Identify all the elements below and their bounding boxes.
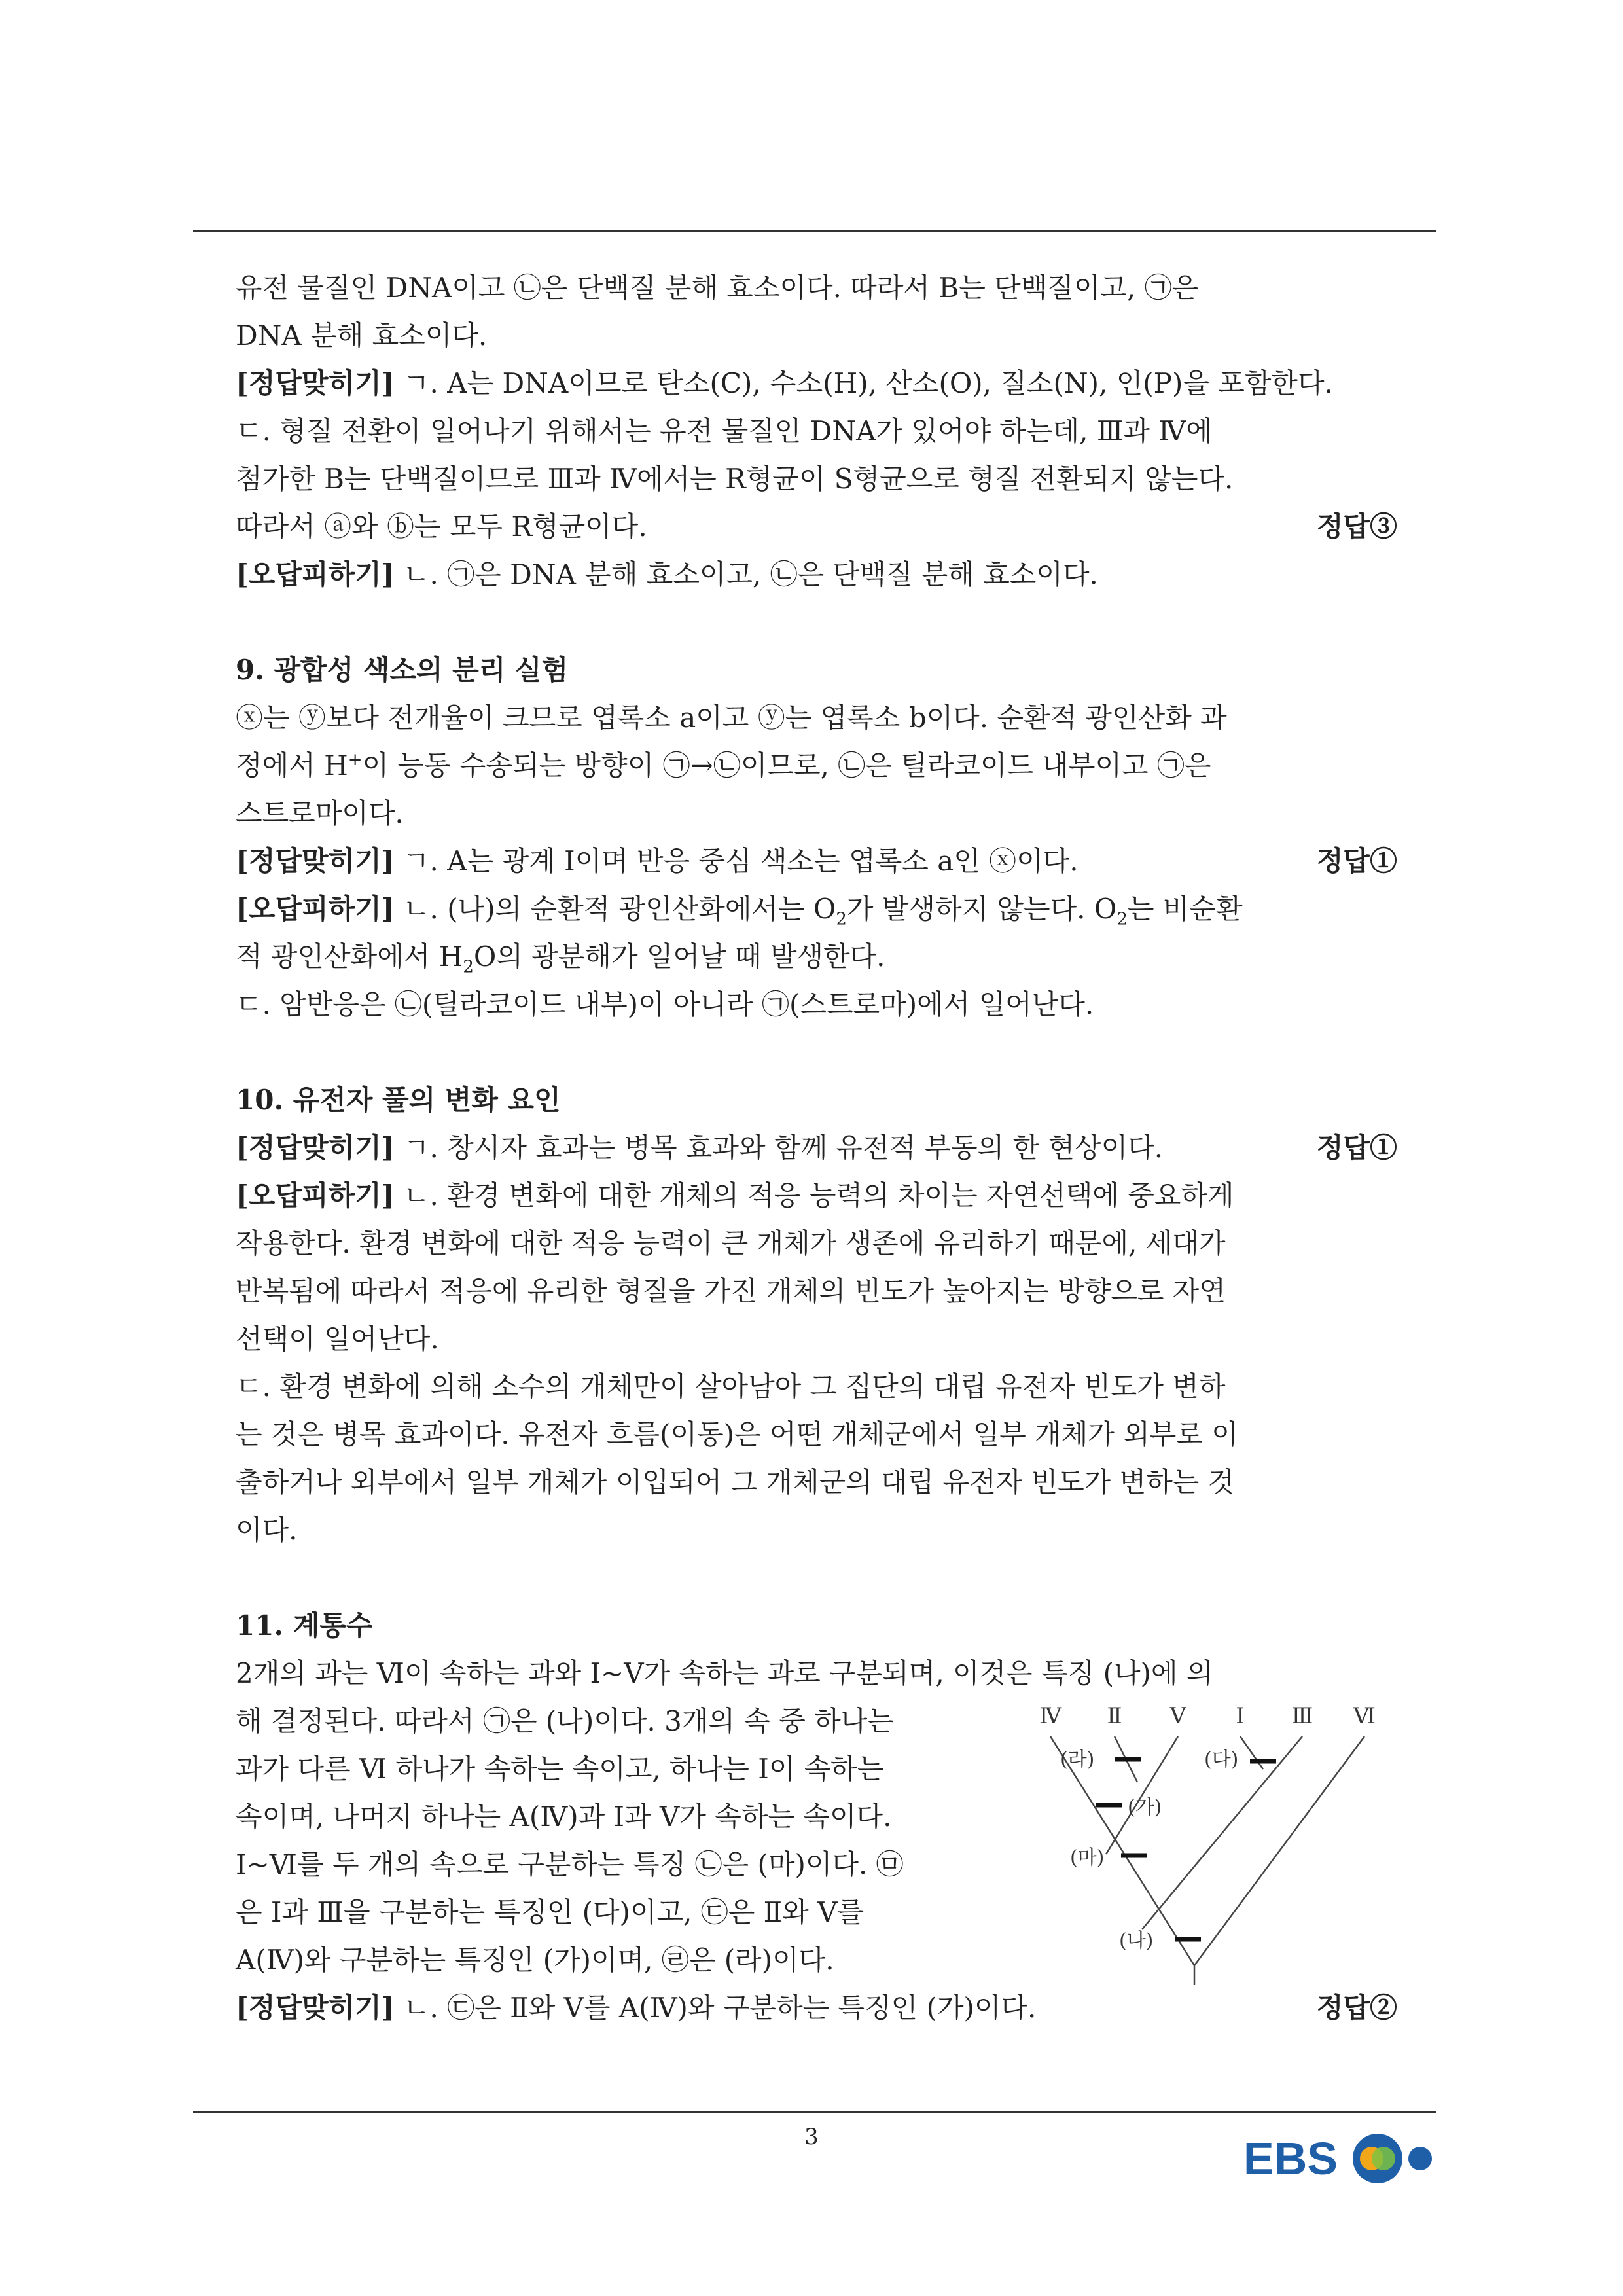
- page-number: 3: [804, 2124, 819, 2150]
- paragraph-line: ㄷ. 형질 전환이 일어나기 위해서는 유전 물질인 DNA가 있어야 하는데, Ⅲ과 Ⅳ에: [236, 415, 1213, 447]
- answer-label: 정답①: [1316, 845, 1397, 877]
- correct-tag: [정답맞히기]: [236, 845, 395, 877]
- paragraph-line: 작용한다. 환경 변화에 대한 적응 능력이 큰 개체가 생존에 유리하기 때문에, 세대가: [236, 1227, 1226, 1259]
- tree-branch: [1106, 1736, 1178, 1854]
- tree-branch: [1240, 1736, 1263, 1769]
- wrong-tag: [오답피하기]: [236, 558, 395, 590]
- logo-green-dot-icon: [1372, 2147, 1395, 2170]
- correct-tag: [정답맞히기]: [236, 1992, 395, 2024]
- paragraph-line: 첨가한 B는 단백질이므로 Ⅲ과 Ⅳ에서는 R형균이 S형균으로 형질 전환되지 않는다.: [236, 463, 1234, 495]
- phylogenetic-tree: [1031, 1697, 1397, 1985]
- correct-tag: [정답맞히기]: [236, 1132, 395, 1164]
- section-title: 11. 계통수: [236, 1609, 373, 1641]
- paragraph-line: 따라서 ⓐ와 ⓑ는 모두 R형균이다. 정답③: [236, 503, 1397, 550]
- paragraph-line: 반복됨에 따라서 적응에 유리한 형질을 가진 개체의 빈도가 높아지는 방향으로 자연: [236, 1275, 1226, 1307]
- paragraph-line: 적 광인산화에서 $H_2O$의 광분해가 일어날 때 발생한다.: [236, 941, 885, 977]
- correct-answer-explanation: [정답맞히기] ㄱ. A는 DNA이므로 탄소(C), 수소(H), 산소(O), 질소(N), 인(P)을 포함한다.: [236, 367, 1333, 399]
- trait-label: (마): [1070, 1846, 1105, 1869]
- section-title: 10. 유전자 풀의 변화 요인: [236, 1084, 561, 1116]
- paragraph-line: 유전 물질인 DNA이고 ㉡은 단백질 분해 효소이다. 따라서 B는 단백질이고, ㉠은: [236, 272, 1199, 304]
- paragraph-line: 과가 다른 Ⅵ 하나가 속하는 속이고, 하나는 Ⅰ이 속하는: [236, 1753, 884, 1785]
- paragraph-line: DNA 분해 효소이다.: [236, 319, 488, 351]
- leaf-label: Ⅴ: [1169, 1703, 1186, 1729]
- paragraph-line: 은 Ⅰ과 Ⅲ을 구분하는 특징인 (다)이고, ㉢은 Ⅱ와 Ⅴ를: [236, 1896, 865, 1928]
- wrong-answer-explanation: [오답피하기] ㄴ. (나)의 순환적 광인산화에서는 $O_2$가 발생하지 않는다. $O_2$는 비순환: [236, 893, 1243, 929]
- paragraph-line: ㄷ. 암반응은 ㉡(틸라코이드 내부)이 아니라 ㉠(스트로마)에서 일어난다.: [236, 988, 1094, 1020]
- trait-label: (다): [1204, 1748, 1239, 1771]
- leaf-label: Ⅳ: [1039, 1703, 1061, 1729]
- paragraph-line: A(Ⅳ)와 구분하는 특징인 (가)이며, ㉣은 (라)이다.: [236, 1944, 834, 1976]
- leaf-label: Ⅵ: [1353, 1703, 1376, 1729]
- paragraph-line: Ⅰ~Ⅵ를 두 개의 속으로 구분하는 특징 ㉡은 (마)이다. ㉤: [236, 1848, 904, 1880]
- wrong-tag: [오답피하기]: [236, 1179, 395, 1211]
- logo-blue-dot-icon: [1408, 2147, 1432, 2170]
- ebs-logo: [1243, 2127, 1459, 2186]
- answer-label: 정답③: [1316, 511, 1397, 543]
- logo-text: EBS: [1243, 2133, 1338, 2184]
- leaf-label: Ⅲ: [1291, 1703, 1313, 1729]
- paragraph-line: ⓧ는 ⓨ보다 전개율이 크므로 엽록소 a이고 ⓨ는 엽록소 b이다. 순환적 광인산화 과: [236, 702, 1227, 734]
- document-body: [236, 264, 1397, 2032]
- header-rule: [193, 230, 1436, 232]
- paragraph-line: 이다.: [236, 1514, 298, 1546]
- correct-answer-explanation: [정답맞히기] ㄴ. ㉢은 Ⅱ와 Ⅴ를 A(Ⅳ)와 구분하는 특징인 (가)이다. 정답②: [236, 1984, 1397, 2032]
- section-title: 9. 광합성 색소의 분리 실험: [236, 654, 569, 686]
- trait-label: (가): [1128, 1796, 1162, 1819]
- text-with-figure: [236, 1697, 1397, 1984]
- answer-label: 정답①: [1316, 1132, 1397, 1164]
- footer-rule: [193, 2111, 1436, 2113]
- paragraph-line: 선택이 일어난다.: [236, 1323, 439, 1355]
- trait-label: (나): [1119, 1929, 1154, 1952]
- wrong-answer-explanation: [오답피하기] ㄴ. ㉠은 DNA 분해 효소이고, ㉡은 단백질 분해 효소이다.: [236, 558, 1098, 590]
- paragraph-line: 스트로마이다.: [236, 797, 404, 829]
- correct-answer-explanation: [정답맞히기] ㄱ. A는 광계 Ⅰ이며 반응 중심 색소는 엽록소 a인 ⓧ이다. 정답①: [236, 837, 1397, 885]
- paragraph-line: 는 것은 병목 효과이다. 유전자 흐름(이동)은 어떤 개체군에서 일부 개체가 외부로 이: [236, 1418, 1238, 1450]
- leaf-label: Ⅱ: [1107, 1703, 1122, 1729]
- answer-label: 정답②: [1316, 1992, 1397, 2024]
- wrong-tag: [오답피하기]: [236, 893, 395, 925]
- paragraph-line: 해 결정된다. 따라서 ㉠은 (나)이다. 3개의 속 중 하나는: [236, 1705, 894, 1737]
- paragraph-line: 2개의 과는 Ⅵ이 속하는 과와 Ⅰ~Ⅴ가 속하는 과로 구분되며, 이것은 특징 (나)에 의: [236, 1657, 1213, 1689]
- paragraph-line: ㄷ. 환경 변화에 의해 소수의 개체만이 살아남아 그 집단의 대립 유전자 빈도가 변하: [236, 1371, 1226, 1403]
- correct-tag: [정답맞히기]: [236, 367, 395, 399]
- correct-answer-explanation: [정답맞히기] ㄱ. 창시자 효과는 병목 효과와 함께 유전적 부동의 한 현상이다. 정답①: [236, 1124, 1397, 1172]
- paragraph-line: 출하거나 외부에서 일부 개체가 이입되어 그 개체군의 대립 유전자 빈도가 변하는 것: [236, 1466, 1235, 1498]
- paragraph-line: 속이며, 나머지 하나는 A(Ⅳ)과 Ⅰ과 Ⅴ가 속하는 속이다.: [236, 1801, 892, 1833]
- paragraph-line: 정에서 H+이 능동 수송되는 방향이 ㉠→㉡이므로, ㉡은 틸라코이드 내부이고 ㉠은: [236, 749, 1211, 781]
- leaf-label: Ⅰ: [1236, 1703, 1245, 1729]
- trait-label: (라): [1060, 1748, 1095, 1771]
- wrong-answer-explanation: [오답피하기] ㄴ. 환경 변화에 대한 개체의 적응 능력의 차이는 자연선택에 중요하게: [236, 1179, 1234, 1211]
